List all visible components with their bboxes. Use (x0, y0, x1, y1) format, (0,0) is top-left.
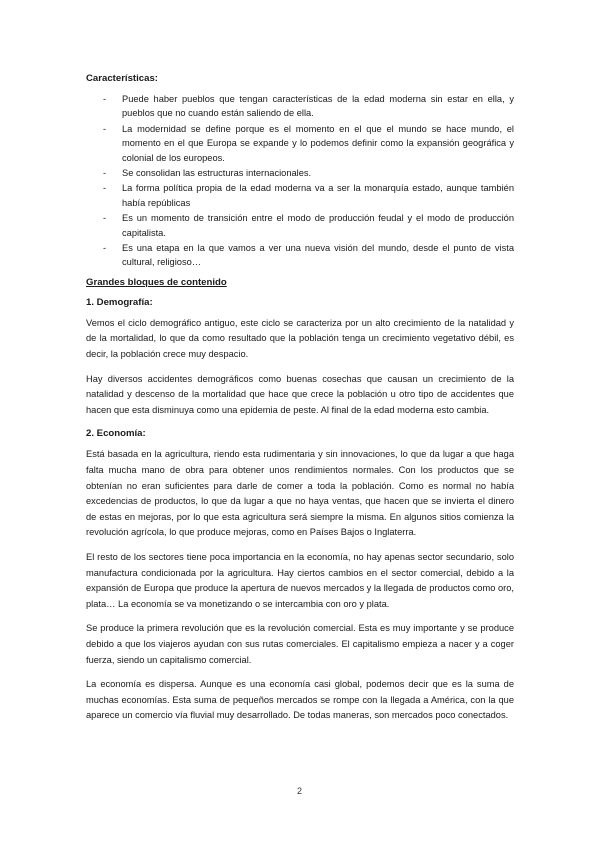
demografia-paragraph-1: Vemos el ciclo demográfico antiguo, este ciclo se caracteriza por un alto crecimiento de la natalidad y de la mortalidad, lo que da como resultado que la población tenga un crecimiento vegetativo débil, es decir, la población crece muy despacio. (86, 317, 514, 360)
list-item-text: Puede haber pueblos que tengan características de la edad moderna sin estar en ella, y pueblos que no cuando están saliendo de ella. (122, 94, 514, 119)
page-number: 2 (296, 786, 302, 796)
economia-paragraph-3: Se produce la primera revolución que es la revolución comercial. Esta es muy importante y se produce debido a que los viajeros ayudan con sus rutas comerciales. El capitalismo empieza a nacer y a coger fuerza, siendo un capitalismo comercial. (86, 623, 514, 665)
economia-paragraph-4: La economía es dispersa. Aunque es una economía casi global, podemos decir que es la suma de muchas economías. Esta suma de pequeños mercados se rompe con la llegada a América, con la que aparece un comercio vía fluvial muy desarrollado. De todas maneras, son mercados poco conectados. (86, 679, 514, 721)
economia-paragraph-2: El resto de los sectores tiene poca importancia en la economía, no hay apenas sector secundario, solo manufactura condicionada por la agricultura. Hay ciertos cambios en el sector comercial, debido a la expansión de Europa que produce la apertura de nuevos mercados y la llegada de productos como oro, plata… La economía se va monetizando o se intercambia con oro y plata. (86, 552, 514, 609)
bullet-dash: - (103, 243, 107, 254)
list-item-text: Es una etapa en la que vamos a ver una nueva visión del mundo, desde el punto de vista cultural, religioso… (122, 243, 514, 268)
list-item-text: La forma política propia de la edad moderna va a ser la monarquía estado, aunque también había repúblicas (122, 183, 514, 208)
list-item (86, 92, 514, 121)
list-item (86, 241, 514, 270)
page-content (86, 72, 514, 733)
bullet-dash: - (103, 94, 107, 104)
list-item (86, 166, 514, 180)
list-item-text: La modernidad se define porque es el momento en el que el mundo se hace mundo, el momento en el que Europa se expande y lo podemos definir como la expansión geográfica y colonial de los europeos. (122, 123, 514, 163)
list-item (86, 211, 514, 240)
bullet-dash: - (103, 123, 107, 134)
list-item-text: Es un momento de transición entre el modo de producción feudal y el modo de producción capitalista. (122, 213, 514, 238)
list-item (86, 181, 514, 210)
demografia-paragraph-2: Hay diversos accidentes demográficos como buenas cosechas que causan un crecimiento de la natalidad y descenso de la mortalidad que hace que crece la población u otro tipo de accidentes que hacen que esta disminuya como una epidemia de peste. Al final de la edad moderna esto cambia. (86, 373, 514, 415)
economia-heading: 2. Economía: (86, 428, 146, 440)
economia-paragraph-1: Está basada en la agricultura, riendo esta rudimentaria y sin innovaciones, lo que da lugar a que haga falta mucha mano de obra para obtener unos rendimientos normales. Con los productos que se obtenían no eran suficientes para darle de comer a toda la población. Como es normal no había excedencias de productos, lo que da lugar a que no haya ventas, que hacen que se invierta el dinero de estas en mejoras, por lo que esta agricultura será siempre la misma. En algunos sitios comienza la revolución agrícola, lo que produce mejoras, como en Países Bajos o Inglaterra. (86, 449, 514, 538)
bullet-dash: - (103, 168, 107, 179)
list-item (86, 122, 514, 165)
bloques-heading: Grandes bloques de contenido (86, 276, 227, 288)
list-item-text: Se consolidan las estructuras internacionales. (122, 168, 312, 179)
bullet-dash: - (103, 183, 107, 194)
caracteristicas-list (86, 92, 514, 270)
caracteristicas-heading: Características: (86, 73, 158, 84)
demografia-heading: 1. Demografía: (86, 296, 153, 308)
bullet-dash: - (103, 213, 107, 224)
